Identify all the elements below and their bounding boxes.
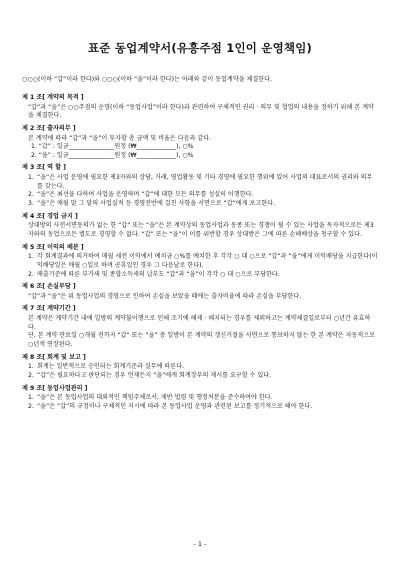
list-item bbox=[22, 253, 378, 270]
article-9 bbox=[22, 385, 378, 412]
page-number: - 1 - bbox=[193, 540, 207, 548]
list-item bbox=[22, 394, 378, 403]
list-item bbox=[22, 403, 378, 412]
list-item bbox=[22, 363, 378, 372]
item-text: 매출기준에 따른 부가세 및 종합소득세의 납부도 “갑”과 “을”이 각각 ○ 대 ○으로 부담한다. bbox=[37, 270, 280, 278]
article-heading: 제 2 조[ 출자의무 ] bbox=[22, 124, 76, 132]
item-number: 1. bbox=[28, 363, 34, 371]
article-heading: 제 4 조[ 경업 금지 ] bbox=[22, 212, 78, 220]
item-number: 2. bbox=[28, 402, 34, 410]
list-item bbox=[22, 271, 378, 280]
article-heading: 제 6 조[ 손실부담 ] bbox=[22, 283, 76, 291]
article-heading: 제 5 조[ 이익의 배분 ] bbox=[22, 243, 84, 251]
article-heading: 제 1 조[ 계약의 목적 ] bbox=[22, 93, 84, 101]
item-number: 1. bbox=[28, 253, 34, 261]
list-item bbox=[22, 191, 378, 200]
article-heading: 제 3 조[ 역 할 ] bbox=[22, 164, 66, 172]
item-number: 2. bbox=[28, 371, 34, 379]
item-number: 3. bbox=[28, 200, 34, 208]
article-heading: 제 8 조[ 회계 및 보고 ] bbox=[22, 353, 86, 361]
article-6 bbox=[22, 283, 378, 301]
article-heading: 제 9 조[ 동업사업관리 ] bbox=[22, 384, 88, 392]
item-text: 각 회계결과에 의거하여 매월 세전 이익에서 예치금 ○%를 예치한 후 각각 ○ 대 ○으로 “갑”과 “을”에게 이익배당을 지급한다(이익배당일은 매월 ○일로 하며 공휴일인 경우 그 다음날로 한다). bbox=[37, 253, 378, 269]
item-text: 회계는 일반적으로 승인되는 회계기준과 실무에 따른다. bbox=[37, 363, 185, 371]
item-text: “을”은 사업 운영에 필요한 제3자와의 상담, 거래, 영업활동 및 기타 경영에 필요한 행위에 있어 사업의 대표로서의 권리와 의무를 갖는다. bbox=[37, 174, 373, 190]
list-item bbox=[22, 372, 378, 381]
article-1 bbox=[22, 94, 378, 121]
article-paragraph: 본 계약은 계약기간 내에 일방의 계약불이행으로 인해 조기에 해제 · 해지되는 경우를 제외하고는 계약체결일로부터 ○년간 유효하다. bbox=[28, 315, 371, 331]
article-8 bbox=[22, 354, 378, 381]
article-paragraph: 본 계약에 따라 “갑”과 “을”이 투자할 총 금액 및 비율은 다음과 같다. bbox=[28, 134, 212, 142]
item-number: 1. bbox=[28, 174, 34, 182]
article-heading: 제 7 조[ 계약기간 ] bbox=[22, 305, 76, 313]
list-item bbox=[22, 174, 378, 191]
document-title: 표준 동업계약서(유흥주점 1인이 운영책임) bbox=[88, 41, 312, 55]
item-text: “갑”은 필요하다고 판단되는 경우 언제든지 “을”에게 회계장부의 제시를 요구할 수 있다. bbox=[37, 371, 272, 379]
article-5 bbox=[22, 244, 378, 280]
item-number: 2. bbox=[28, 270, 34, 278]
investment-line-gap: 1. “갑” : 일금_______________원정 (₩_____________), ○% bbox=[31, 143, 194, 151]
list-item bbox=[22, 200, 378, 209]
article-paragraph: 단, 본 계약 만료일 ○개월 전까지 “갑” 또는 “을” 중 일방이 본 계약의 갱신거절을 서면으로 통보하지 않는 한 본 계약은 자동적으로 ○년씩 연장된다. bbox=[28, 332, 376, 348]
article-paragraph: “갑”과 “을”은 ○○주점의 운영(이하 “동업사업”이라 한다)과 관련하여 구체적인 권리 · 의무 및 협업의 내용을 정하기 위해 본 계약을 체결한다. bbox=[28, 103, 374, 120]
item-number: 2. bbox=[28, 191, 34, 199]
article-7 bbox=[22, 305, 378, 349]
article-2 bbox=[22, 125, 378, 161]
item-text: “을”은 매월 말 그 달의 사업실적 등 경영전반에 걸친 사항을 서면으로 “갑”에게 보고한다. bbox=[37, 200, 275, 208]
article-3 bbox=[22, 164, 378, 208]
article-paragraph: 상대방의 사전서면동의가 없는 한 “갑” 또는 “을”은 본 계약상의 동업사업과 동종 또는 경쟁이 될 수 있는 사업을 독자적으로든 제3자와의 동업으로든 별도로 경영할 수 없다. “갑” 또는 “을”이 이를 위반할 경우 상대방은 그에 따른 손해배상을 청구할 수 있다. bbox=[28, 222, 374, 238]
article-4 bbox=[22, 213, 378, 240]
item-text: “을”은 “갑”의 규정이나 구체적인 지시에 따라 본 동업사업 운영과 관련된 보고를 정기적으로 해야 한다. bbox=[37, 402, 313, 410]
article-paragraph: “갑”과 “을”은 위 동업사업의 경영으로 인하여 손실을 보았을 때에는 출자비율에 따라 손실을 부담한다. bbox=[28, 292, 302, 300]
intro-paragraph: ○○○(이하 “갑”이라 한다)와 ○○○(이하 “을”이라 한다)는 아래와 같이 동업계약을 체결한다. bbox=[22, 76, 273, 84]
item-text: “을”은 최선을 다하여 사업을 운영하며 “갑”에 대한 모든 의무를 성실히 이행한다. bbox=[37, 191, 254, 199]
investment-line-eul: 2. “을” : 일금_______________원정 (₩_____________), ○% bbox=[31, 151, 194, 159]
item-number: 1. bbox=[28, 394, 34, 402]
item-text: “을”은 본 동업사업의 대외적인 책임주체로서, 제반 법령 및 행정처분을 준수하여야 한다. bbox=[37, 394, 273, 402]
